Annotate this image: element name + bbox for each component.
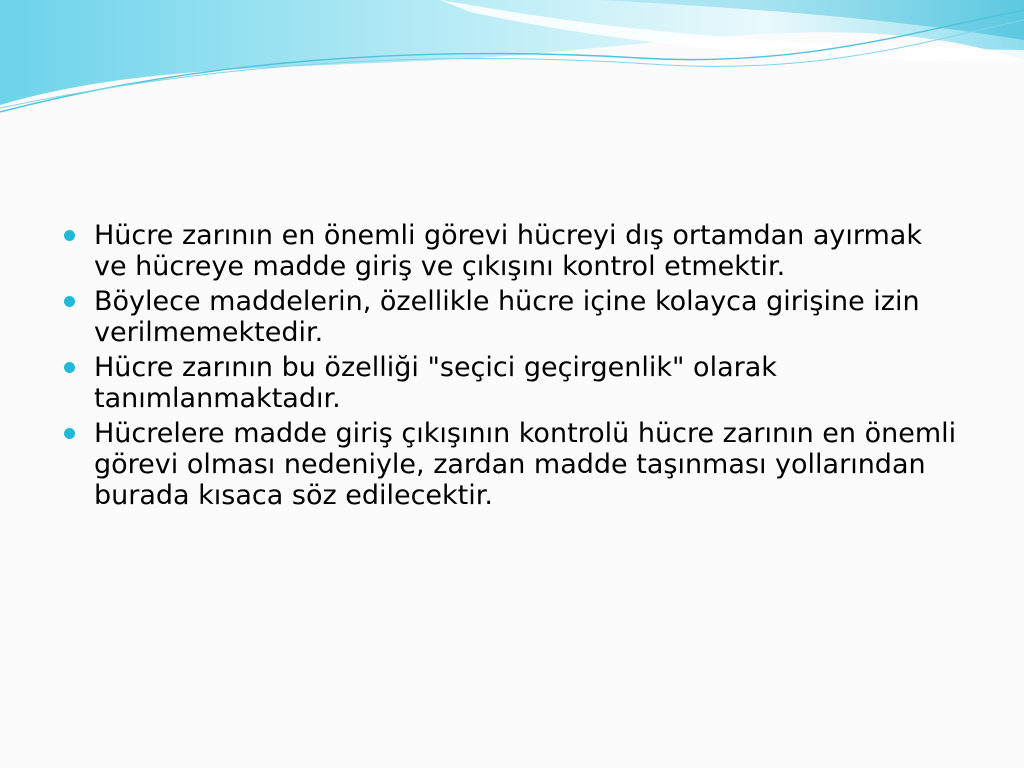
bullet-text: Böylece maddelerin, özellikle hücre içine kolayca girişine izin verilmemektedir. [94,286,920,348]
bullet-dot-icon [64,296,75,307]
bullet-item [62,418,962,511]
bullet-dot-icon [64,230,75,241]
bullet-item [62,220,962,282]
decorative-wave-header [0,0,1024,130]
bullet-text: Hücrelere madde giriş çıkışının kontrolü hücre zarının en önemli görevi olması nedeniyle, zardan madde taşınması yollarından burada kısaca söz edilecektir. [94,418,957,511]
bullet-list [62,220,962,511]
bullet-dot-icon [64,428,75,439]
bullet-dot-icon [64,362,75,373]
bullet-item [62,352,962,414]
content-area [62,220,962,515]
bullet-item [62,286,962,348]
bullet-text: Hücre zarının en önemli görevi hücreyi dış ortamdan ayırmak ve hücreye madde giriş ve çıkışını kontrol etmektir. [94,220,922,282]
bullet-text: Hücre zarının bu özelliği "seçici geçirgenlik" olarak tanımlanmaktadır. [94,352,777,414]
